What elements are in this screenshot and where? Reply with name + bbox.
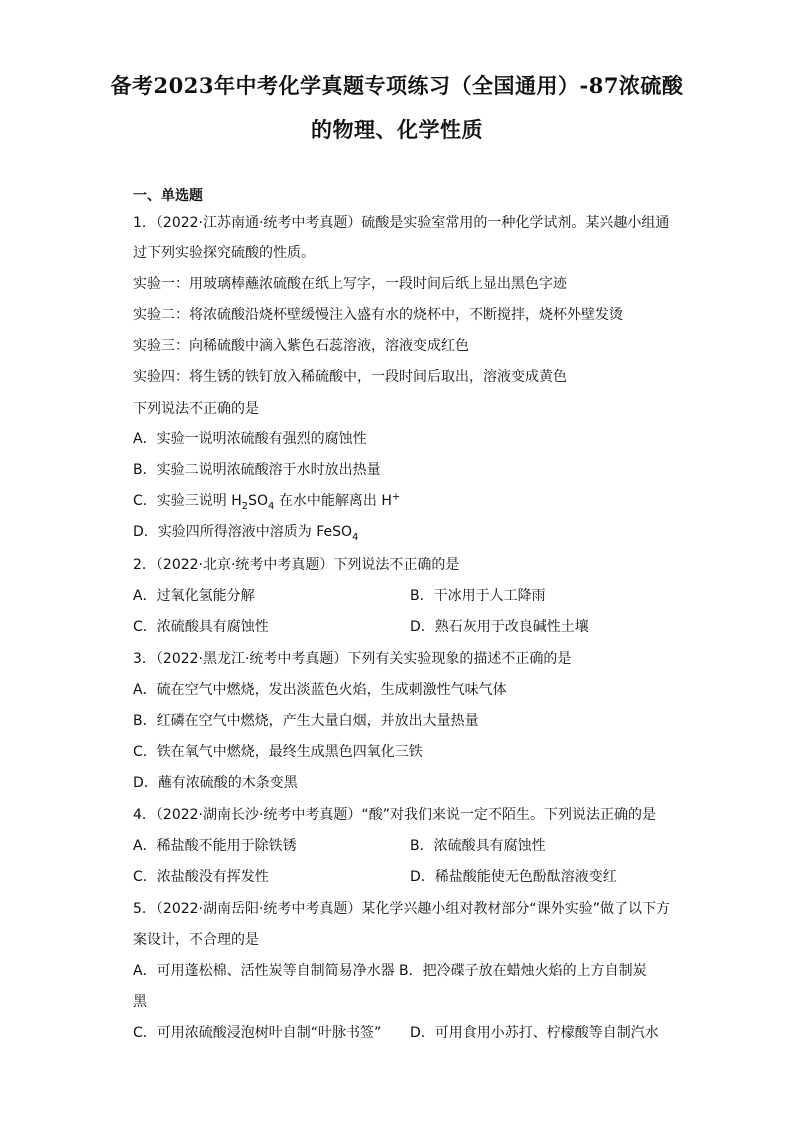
q5-option-c: C．可用浓硫酸浸泡树叶自制“叶脉书签” <box>133 1025 382 1041</box>
q3-option-a: A．硫在空气中燃烧，发出淡蓝色火焰，生成刺激性气味气体 <box>133 682 507 698</box>
q1-option-b: B．实验二说明浓硫酸溶于水时放出热量 <box>133 462 381 478</box>
q5-option-ab: A．可用蓬松棉、活性炭等自制简易净水器 B．把冷碟子放在蜡烛火焰的上方自制炭 <box>133 963 647 979</box>
subscript: 4 <box>268 500 275 512</box>
q1-question: 下列说法不正确的是 <box>133 401 259 417</box>
q1-stem-line-1: 1．（2022·江苏南通·统考中考真题）硫酸是实验室常用的一种化学试剂。某兴趣小组通 <box>133 215 670 231</box>
q1-option-c-text: C．实验三说明 H <box>133 493 242 509</box>
q5-option-d: D．可用食用小苏打、柠檬酸等自制汽水 <box>410 1025 659 1041</box>
q2-option-b: B．干冰用于人工降雨 <box>410 588 546 604</box>
q2-stem: 2．（2022·北京·统考中考真题）下列说法不正确的是 <box>133 557 460 573</box>
q3-option-c: C．铁在氧气中燃烧，最终生成黑色四氧化三铁 <box>133 744 423 760</box>
q3-stem: 3．（2022·黑龙江·统考中考真题）下列有关实验现象的描述不正确的是 <box>133 651 572 667</box>
q4-option-b: B．浓硫酸具有腐蚀性 <box>410 838 546 854</box>
q1-option-d <box>133 522 358 542</box>
q1-option-a: A．实验一说明浓硫酸有强烈的腐蚀性 <box>133 431 367 447</box>
q1-stem-line-2: 过下列实验探究硫酸的性质。 <box>133 245 315 261</box>
q3-option-d: D．蘸有浓硫酸的木条变黑 <box>133 775 298 791</box>
q4-option-c: C．浓盐酸没有挥发性 <box>133 869 269 885</box>
section-heading: 一、单选题 <box>133 188 203 204</box>
q4-option-d: D．稀盐酸能使无色酚酞溶液变红 <box>410 869 617 885</box>
q2-option-c: C．浓硫酸具有腐蚀性 <box>133 619 269 635</box>
q1-experiment-4: 实验四：将生锈的铁钉放入稀硫酸中，一段时间后取出，溶液变成黄色 <box>133 369 567 385</box>
q2-option-a: A．过氧化氢能分解 <box>133 588 255 604</box>
q1-experiment-2: 实验二：将浓硫酸沿烧杯壁缓慢注入盛有水的烧杯中，不断搅拌，烧杯外壁发烫 <box>133 307 623 323</box>
q4-option-a: A．稀盐酸不能用于除铁锈 <box>133 838 297 854</box>
q2-option-d: D．熟石灰用于改良碱性土壤 <box>410 619 589 635</box>
document-title-line-2: 的物理、化学性质 <box>311 117 483 142</box>
q1-experiment-3: 实验三：向稀硫酸中滴入紫色石蕊溶液，溶液变成红色 <box>133 338 469 354</box>
document-title-line-1: 备考2023年中考化学真题专项练习（全国通用）-87浓硫酸 <box>110 73 684 98</box>
subscript: 2 <box>241 500 249 512</box>
q5-stem-line-1: 5．（2022·湖南岳阳·统考中考真题）某化学兴趣小组对教材部分“课外实验”做了以下方 <box>133 901 670 917</box>
q5-stem-line-2: 案设计，不合理的是 <box>133 932 259 948</box>
q1-option-d-text: D．实验四所得溶液中溶质为 FeSO <box>133 524 353 540</box>
superscript: + <box>391 491 401 503</box>
q5-option-b-continued: 黑 <box>133 994 147 1010</box>
q1-experiment-1: 实验一：用玻璃棒蘸浓硫酸在纸上写字，一段时间后纸上显出黑色字迹 <box>133 276 567 292</box>
q3-option-b: B．红磷在空气中燃烧，产生大量白烟，并放出大量热量 <box>133 713 479 729</box>
q1-option-c <box>133 491 400 511</box>
q1-option-c-formula: SO <box>248 493 269 509</box>
q4-stem: 4．（2022·湖南长沙·统考中考真题）“酸”对我们来说一定不陌生。下列说法正确的是 <box>133 807 656 823</box>
q1-option-c-text-2: 在水中能解离出 H <box>274 493 392 509</box>
subscript: 4 <box>352 531 359 543</box>
